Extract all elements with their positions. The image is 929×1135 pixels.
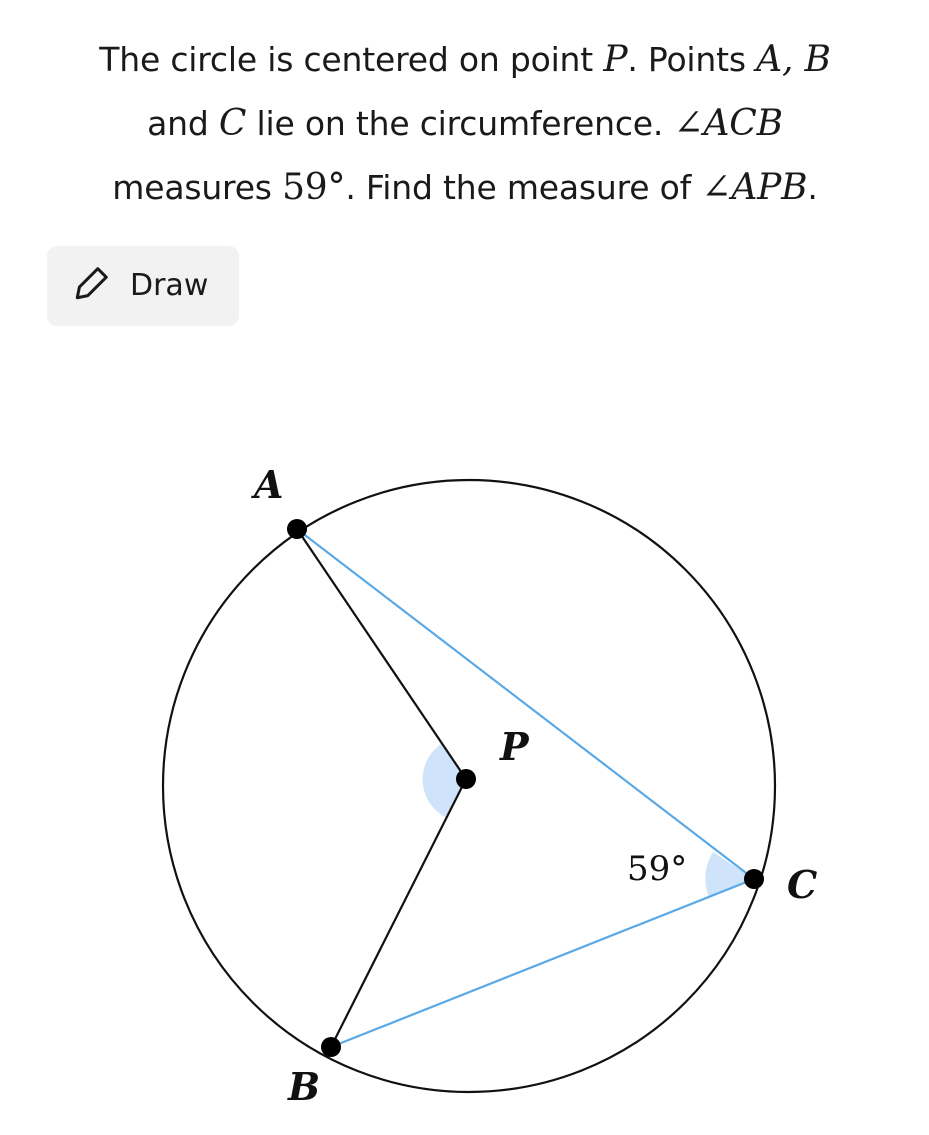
radius-pb — [331, 779, 466, 1047]
radius-pa — [297, 529, 466, 779]
question-text-segment: . Find the measure of — [345, 168, 702, 207]
draw-button-label: Draw — [130, 268, 209, 303]
question-text-segment: measures — [112, 168, 283, 207]
angle-label-acb: 59° — [627, 849, 688, 889]
point-b — [321, 1037, 341, 1057]
question-text-segment: The circle is centered on point — [99, 40, 604, 79]
chord-bc — [331, 879, 754, 1047]
point-p-math: P — [603, 39, 628, 80]
question-text-segment: and — [147, 104, 219, 143]
point-c-math: C — [218, 103, 247, 144]
label-p: P — [500, 724, 529, 769]
question-text-segment: . — [807, 168, 818, 207]
chord-ac — [297, 529, 754, 879]
point-c — [744, 869, 764, 889]
angle-apb-math: ∠APB — [701, 167, 808, 208]
label-b: B — [288, 1064, 321, 1109]
label-c: C — [787, 862, 818, 907]
question-text-segment: lie on the circumference. — [246, 104, 674, 143]
question-text-segment: . Points — [627, 40, 757, 79]
points-ab-math: A, B — [756, 39, 831, 80]
angle-value-math: 59° — [282, 167, 346, 208]
point-a — [287, 519, 307, 539]
point-p — [456, 769, 476, 789]
label-a: A — [254, 462, 284, 507]
angle-acb-math: ∠ACB — [673, 103, 783, 144]
